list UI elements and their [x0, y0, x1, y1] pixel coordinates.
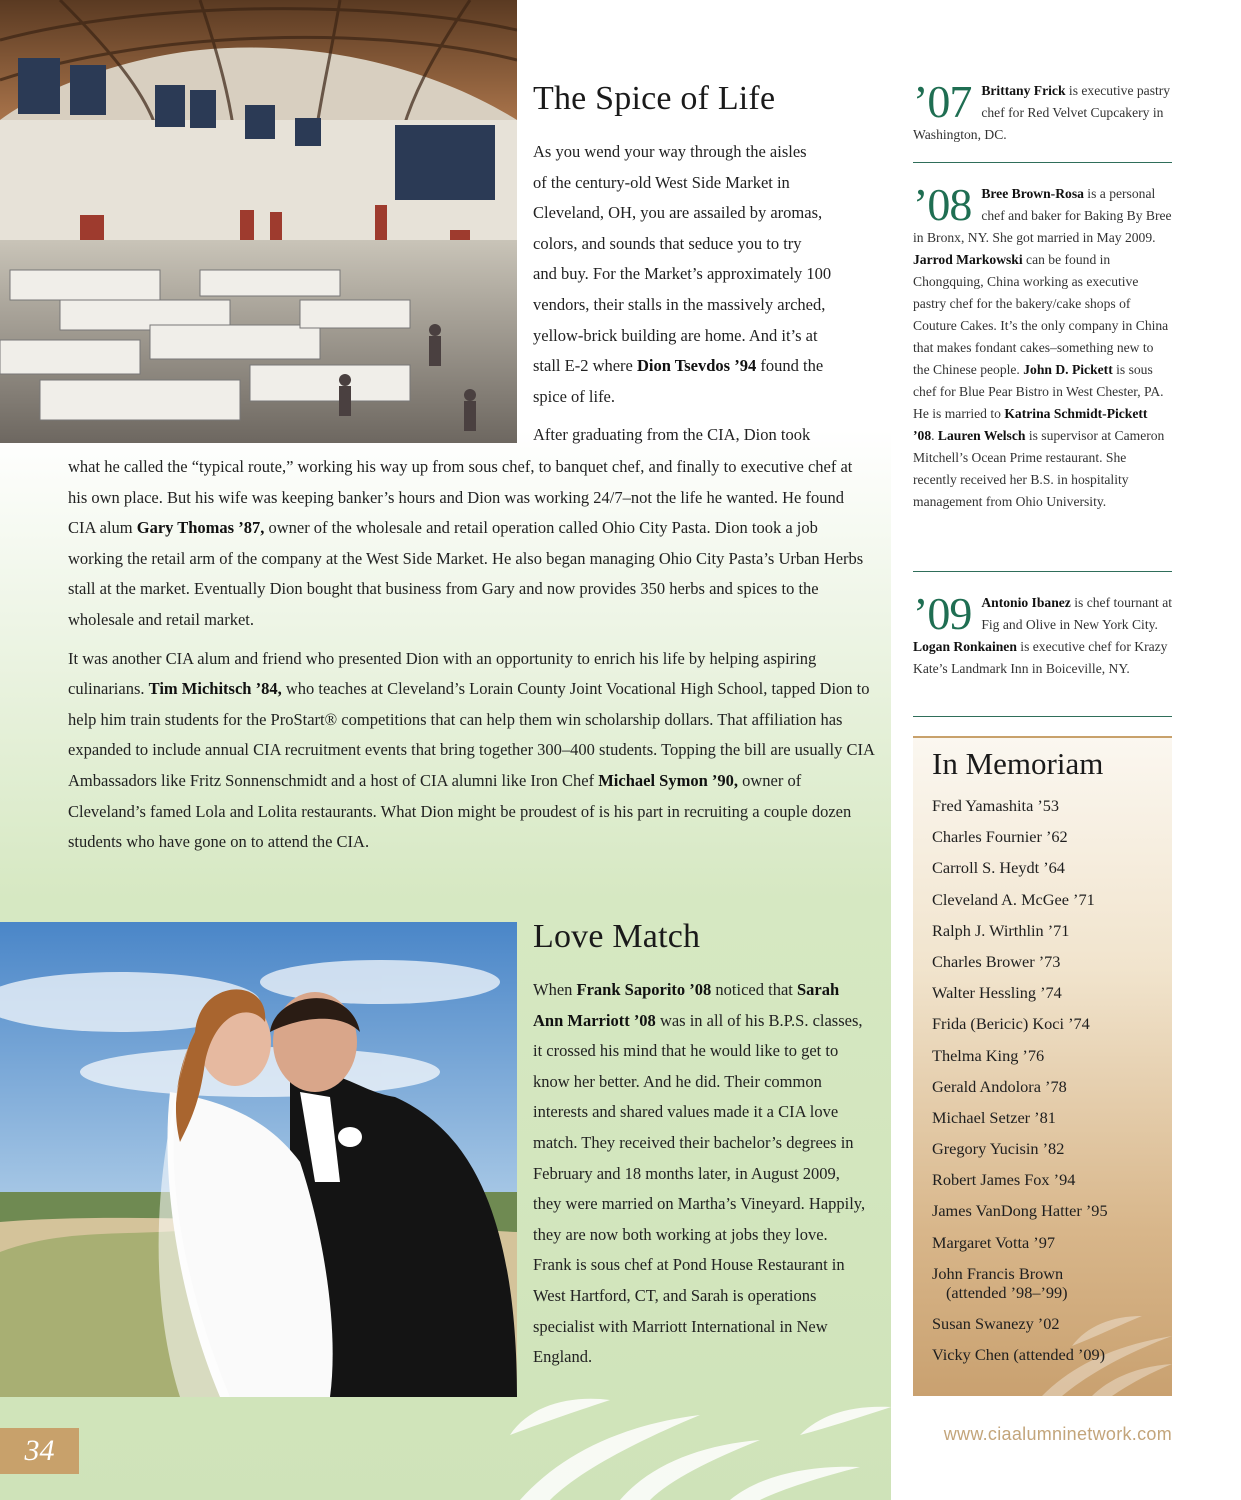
spice-intro-line: colors, and sounds that seduce you to try	[533, 233, 802, 253]
spice-intro-line: spice of life.	[533, 386, 616, 406]
list-item: Walter Hessling ’74	[932, 983, 1062, 1003]
list-item: Gregory Yucisin ’82	[932, 1139, 1065, 1159]
name-tim: Tim Michitsch ’84,	[148, 679, 282, 699]
love-body	[533, 975, 869, 1381]
market-photo	[0, 0, 517, 443]
name-gary: Gary Thomas ’87,	[136, 518, 265, 538]
list-item: Margaret Votta ’97	[932, 1232, 1055, 1252]
list-item: Thelma King ’76	[932, 1045, 1045, 1065]
list-item: Carroll S. Heydt ’64	[932, 858, 1065, 878]
list-item: James VanDong Hatter ’95	[932, 1201, 1108, 1221]
class-note-2009: ’09 Antonio Ibanez is chef tournant at Fig and Olive in New York City. Logan Ronkainen is executive chef for Krazy Kate’s Landmark Inn in Boiceville, NY.	[913, 592, 1172, 717]
spice-headline: The Spice of Life	[533, 80, 776, 117]
name-michael: Michael Symon ’90,	[598, 770, 739, 790]
list-item: John Francis Brown (attended ’98–’99)	[932, 1263, 1068, 1302]
spice-body	[68, 452, 874, 866]
spice-intro-line: After graduating from the CIA, Dion took	[533, 425, 811, 445]
list-item: Michael Setzer ’81	[932, 1107, 1056, 1127]
spice-intro-line: Cleveland, OH, you are assailed by aromas,	[533, 203, 823, 223]
name-dion: Dion Tsevdos ’94	[637, 356, 757, 376]
spice-intro-column	[533, 137, 873, 451]
spice-intro-line: yellow-brick building are home. And it’s at	[533, 325, 818, 345]
love-paragraph: When Frank Saporito ’08 noticed that Sarah Ann Marriott ’08 was in all of his B.P.S. classes, it crossed his mind that he would like to get to know her better. And he did. Their common interests and shared values made it a CIA love match. They received their bachelor’s degrees in February and 18 months later, in August 2009, they were married on Martha’s Vineyard. Happily, they are now both working at jobs they love. Frank is sous chef at Pond House Restaurant in West Hartford, CT, and Sarah is operations specialist with Marriott International in New England.	[533, 980, 866, 1367]
spice-paragraph-3: It was another CIA alum and friend who presented Dion with an opportunity to enrich his life by helping aspiring culinarians. Tim Michitsch ’84, who teaches at Cleveland’s Lorain County Joint Vocational High School, tapped Dion to help him train students for the ProStart® competitions that can help them win scholarship dollars. That affiliation has expanded to include annual CIA recruitment events that bring together 300–400 students. Topping the bill are usually CIA Ambassadors like Fritz Sonnenschmidt and a host of CIA alumni like Iron Chef Michael Symon ’90, owner of Cleveland’s famed Lola and Lolita restaurants. What Dion might be proudest of is his part in recruiting a couple dozen students who have gone on to attend the CIA.	[68, 648, 874, 852]
year-label: ’07	[913, 76, 972, 127]
class-note-2007: ’07 Brittany Frick is executive pastry chef for Red Velvet Cupcakery in Washington, DC.	[913, 80, 1172, 163]
page-number: 34	[0, 1428, 79, 1474]
list-item: Ralph J. Wirthlin ’71	[932, 920, 1070, 940]
list-item: Cleveland A. McGee ’71	[932, 889, 1095, 909]
leaf-decoration	[500, 1395, 891, 1500]
wedding-photo	[0, 922, 517, 1397]
spice-intro-line: vendors, their stalls in the massively arched,	[533, 294, 826, 314]
list-item: Gerald Andolora ’78	[932, 1076, 1067, 1096]
website-url[interactable]: www.ciaalumninetwork.com	[943, 1424, 1172, 1444]
memoriam-list	[932, 796, 1162, 1376]
love-headline: Love Match	[533, 918, 701, 955]
list-item: Frida (Bericic) Koci ’74	[932, 1014, 1090, 1034]
memoriam-title: In Memoriam	[932, 746, 1104, 781]
list-item: Vicky Chen (attended ’09)	[932, 1345, 1106, 1364]
class-note-2008: ’08 Bree Brown-Rosa is a personal chef and baker for Baking By Bree in Bronx, NY. She got married in May 2009. Jarrod Markowski can be found in Chongquing, China working as executive pastry chef for the bakery/cake shops of Couture Cakes. It’s the only company in China that makes fondant cakes–something new to the Chinese people. John D. Pickett is sous chef for Blue Pear Bistro in West Chester, PA. He is married to Katrina Schmidt-Pickett ’08. Lauren Welsch is supervisor at Cameron Mitchell’s Ocean Prime restaurant. She recently received her B.S. in hospitality management from Ohio University.	[913, 183, 1172, 572]
spice-intro-line: and buy. For the Market’s approximately 100	[533, 264, 832, 284]
class-notes	[913, 76, 1173, 717]
list-item: Charles Brower ’73	[932, 951, 1061, 971]
year-label: ’08	[913, 179, 972, 230]
list-item: Robert James Fox ’94	[932, 1170, 1076, 1190]
name-frank: Frank Saporito ’08	[576, 980, 712, 999]
name-sarah: Sarah Ann Marriott ’08	[533, 980, 840, 1030]
year-label: ’09	[913, 588, 972, 639]
list-item: Susan Swanezy ’02	[932, 1313, 1060, 1333]
spice-paragraph-2: what he called the “typical route,” working his way up from sous chef, to banquet chef, and finally to executive chef at his own place. But his wife was keeping banker’s hours and Dion was working 24/7–not the life he wanted. He found CIA alum Gary Thomas ’87, owner of the wholesale and retail operation called Ohio City Pasta. Dion took a job working the retail arm of the company at the West Side Market. He also began managing Ohio City Pasta’s Urban Herbs stall at the market. Eventually Dion bought that business from Gary and now provides 350 herbs and spices to the wholesale and retail market.	[68, 457, 864, 629]
spice-intro-line: of the century-old West Side Market in	[533, 172, 790, 192]
spice-intro-line: As you wend your way through the aisles	[533, 142, 807, 161]
list-item: Charles Fournier ’62	[932, 827, 1068, 847]
in-memoriam-box	[913, 736, 1172, 1396]
list-item: Fred Yamashita ’53	[932, 796, 1060, 815]
spice-intro-line: stall E-2 where Dion Tsevdos ’94 found the	[533, 356, 824, 376]
